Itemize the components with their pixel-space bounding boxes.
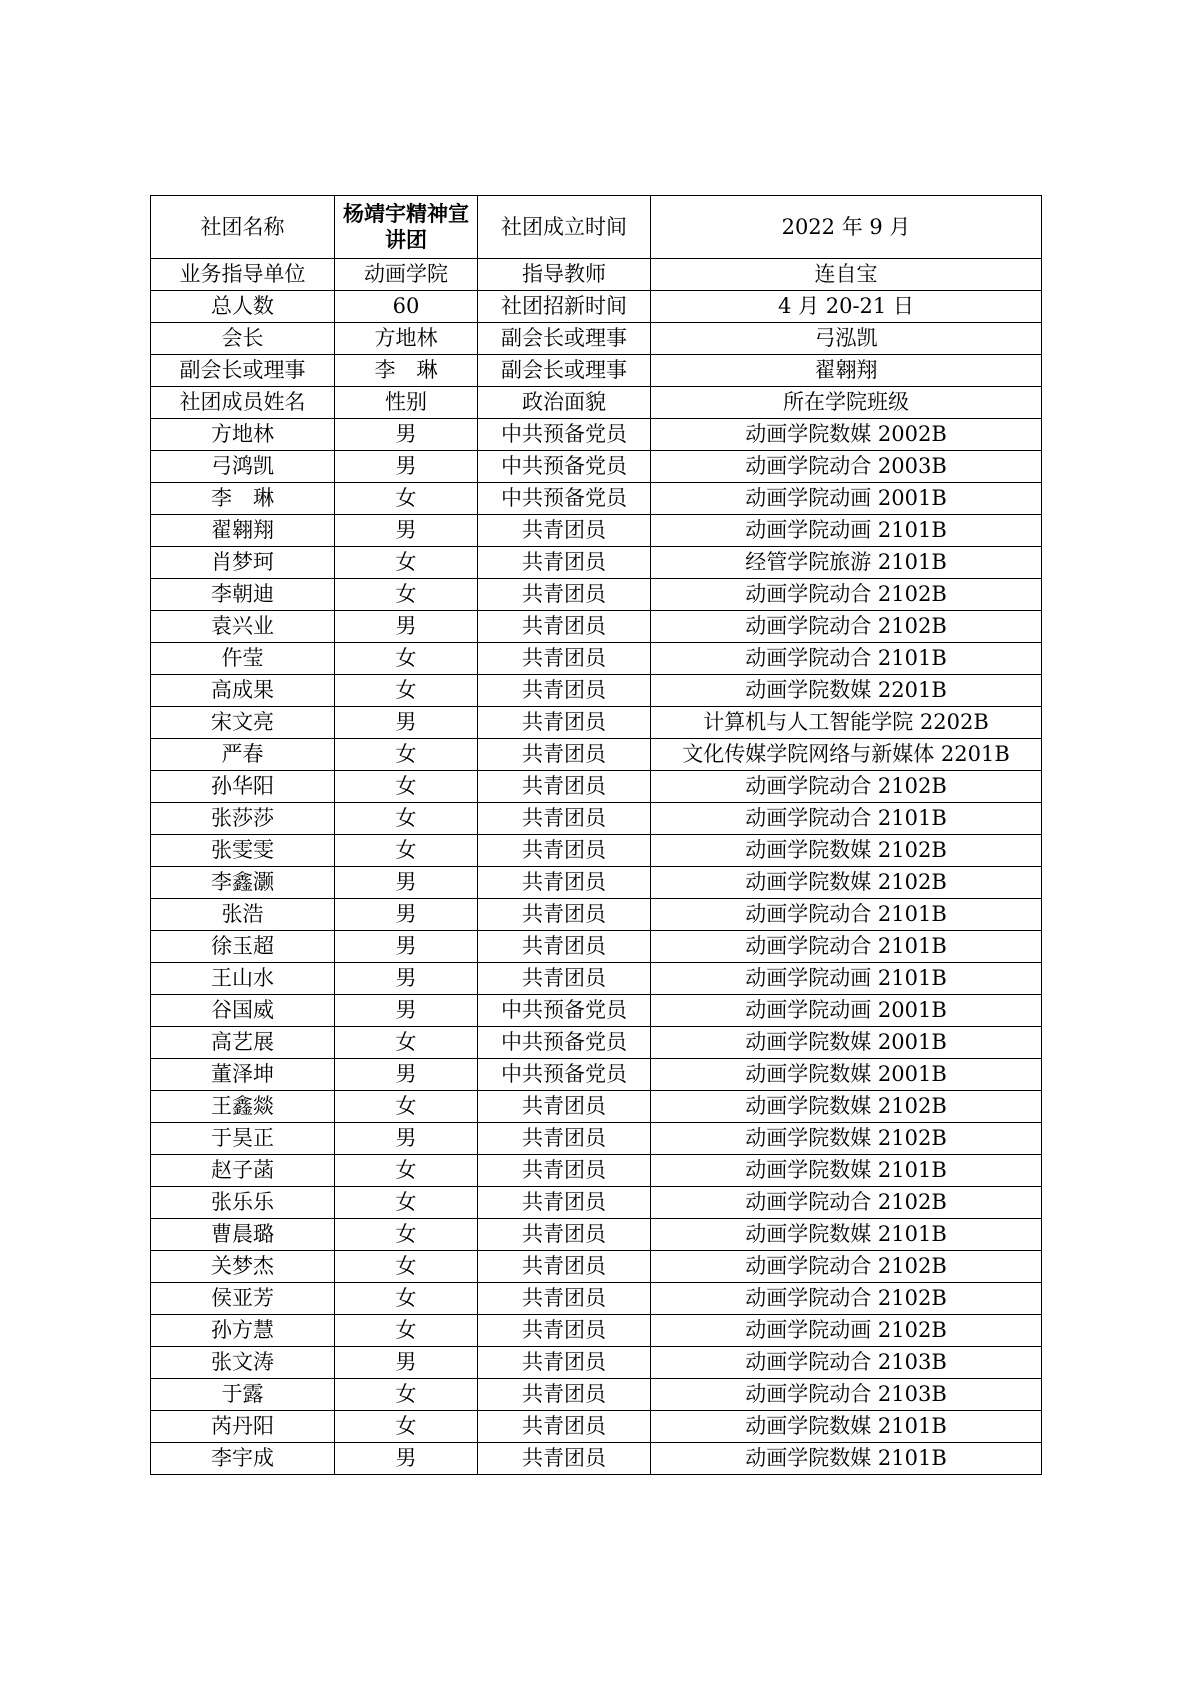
member-name: 于昊正: [151, 1123, 335, 1155]
member-political-status: 共青团员: [478, 707, 651, 739]
member-row: [151, 1411, 1042, 1443]
member-college-class: 动画学院动合 2102B: [651, 579, 1042, 611]
member-name: 董泽坤: [151, 1059, 335, 1091]
member-political-status: 共青团员: [478, 931, 651, 963]
member-college-class: 动画学院数媒 2102B: [651, 1091, 1042, 1123]
member-political-status: 共青团员: [478, 1219, 651, 1251]
member-name: 张乐乐: [151, 1187, 335, 1219]
member-name: 方地林: [151, 419, 335, 451]
member-gender: 女: [335, 547, 478, 579]
roster-body: [151, 196, 1042, 1475]
member-political-status: 中共预备党员: [478, 483, 651, 515]
member-college-class: 动画学院数媒 2001B: [651, 1059, 1042, 1091]
member-name: 张雯雯: [151, 835, 335, 867]
member-name: 张浩: [151, 899, 335, 931]
member-row: [151, 1443, 1042, 1475]
member-political-status: 共青团员: [478, 675, 651, 707]
member-gender: 男: [335, 611, 478, 643]
member-name: 弓鸿凯: [151, 451, 335, 483]
member-gender: 女: [335, 1091, 478, 1123]
member-row: [151, 483, 1042, 515]
founded-value: 2022 年 9 月: [651, 196, 1042, 259]
member-name: 赵子菡: [151, 1155, 335, 1187]
member-row: [151, 707, 1042, 739]
founded-label: 社团成立时间: [478, 196, 651, 259]
recruit-value: 4 月 20-21 日: [651, 291, 1042, 323]
member-name: 孙方慧: [151, 1315, 335, 1347]
member-name: 芮丹阳: [151, 1411, 335, 1443]
member-political-status: 中共预备党员: [478, 1027, 651, 1059]
recruit-label: 社团招新时间: [478, 291, 651, 323]
member-row: [151, 1155, 1042, 1187]
member-political-status: 共青团员: [478, 1091, 651, 1123]
member-gender: 女: [335, 1155, 478, 1187]
vp1-value: 弓泓凯: [651, 323, 1042, 355]
member-gender: 女: [335, 1251, 478, 1283]
vice-president-row: [151, 355, 1042, 387]
member-political-status: 共青团员: [478, 611, 651, 643]
member-political-status: 共青团员: [478, 1315, 651, 1347]
club-roster-table: [150, 195, 1042, 1475]
member-gender: 女: [335, 739, 478, 771]
member-name: 宋文亮: [151, 707, 335, 739]
member-gender: 男: [335, 1123, 478, 1155]
member-name: 李鑫灏: [151, 867, 335, 899]
member-name: 王山水: [151, 963, 335, 995]
member-name: 李朝迪: [151, 579, 335, 611]
header-political-status: 政治面貌: [478, 387, 651, 419]
member-political-status: 共青团员: [478, 579, 651, 611]
member-political-status: 中共预备党员: [478, 1059, 651, 1091]
member-row: [151, 963, 1042, 995]
member-gender: 女: [335, 803, 478, 835]
member-name: 于露: [151, 1379, 335, 1411]
member-gender: 女: [335, 1411, 478, 1443]
member-political-status: 共青团员: [478, 739, 651, 771]
unit-label: 业务指导单位: [151, 259, 335, 291]
member-gender: 女: [335, 579, 478, 611]
member-college-class: 动画学院数媒 2101B: [651, 1155, 1042, 1187]
member-college-class: 计算机与人工智能学院 2202B: [651, 707, 1042, 739]
vp3-value: 翟翱翔: [651, 355, 1042, 387]
member-row: [151, 1219, 1042, 1251]
member-college-class: 动画学院动合 2103B: [651, 1379, 1042, 1411]
member-row: [151, 995, 1042, 1027]
member-row: [151, 1251, 1042, 1283]
member-row: [151, 1379, 1042, 1411]
member-gender: 男: [335, 419, 478, 451]
member-row: [151, 547, 1042, 579]
member-political-status: 共青团员: [478, 1187, 651, 1219]
member-gender: 男: [335, 995, 478, 1027]
total-value: 60: [335, 291, 478, 323]
member-political-status: 共青团员: [478, 547, 651, 579]
president-label: 会长: [151, 323, 335, 355]
member-college-class: 动画学院数媒 2001B: [651, 1027, 1042, 1059]
member-college-class: 动画学院数媒 2002B: [651, 419, 1042, 451]
member-gender: 女: [335, 835, 478, 867]
president-row: [151, 323, 1042, 355]
member-political-status: 共青团员: [478, 963, 651, 995]
member-political-status: 共青团员: [478, 867, 651, 899]
member-college-class: 动画学院动合 2003B: [651, 451, 1042, 483]
member-college-class: 动画学院动合 2101B: [651, 803, 1042, 835]
member-gender: 男: [335, 515, 478, 547]
member-college-class: 动画学院动画 2101B: [651, 515, 1042, 547]
member-gender: 女: [335, 1027, 478, 1059]
member-name: 张莎莎: [151, 803, 335, 835]
member-gender: 女: [335, 483, 478, 515]
member-political-status: 共青团员: [478, 803, 651, 835]
member-row: [151, 611, 1042, 643]
member-name: 张文涛: [151, 1347, 335, 1379]
member-gender: 女: [335, 1379, 478, 1411]
member-row: [151, 675, 1042, 707]
member-row: [151, 1027, 1042, 1059]
member-row: [151, 835, 1042, 867]
member-college-class: 动画学院动合 2102B: [651, 1283, 1042, 1315]
member-row: [151, 1187, 1042, 1219]
club-name-value: 杨靖宇精神宣讲团: [335, 196, 478, 259]
header-college-class: 所在学院班级: [651, 387, 1042, 419]
member-name: 曹晨璐: [151, 1219, 335, 1251]
member-political-status: 共青团员: [478, 1155, 651, 1187]
member-row: [151, 1283, 1042, 1315]
member-row: [151, 579, 1042, 611]
member-college-class: 动画学院动画 2102B: [651, 1315, 1042, 1347]
member-college-class: 动画学院动合 2102B: [651, 611, 1042, 643]
member-college-class: 动画学院动合 2101B: [651, 899, 1042, 931]
member-political-status: 共青团员: [478, 643, 651, 675]
member-political-status: 共青团员: [478, 1251, 651, 1283]
member-political-status: 共青团员: [478, 515, 651, 547]
member-political-status: 中共预备党员: [478, 419, 651, 451]
member-political-status: 共青团员: [478, 1411, 651, 1443]
member-row: [151, 1059, 1042, 1091]
member-name: 李 琳: [151, 483, 335, 515]
vp2-value: 李 琳: [335, 355, 478, 387]
member-college-class: 动画学院动合 2101B: [651, 931, 1042, 963]
club-name-label: 社团名称: [151, 196, 335, 259]
member-political-status: 共青团员: [478, 1347, 651, 1379]
member-gender: 女: [335, 643, 478, 675]
member-row: [151, 771, 1042, 803]
advisor-value: 连自宝: [651, 259, 1042, 291]
member-college-class: 动画学院动合 2102B: [651, 1187, 1042, 1219]
member-name: 王鑫燚: [151, 1091, 335, 1123]
member-name: 翟翱翔: [151, 515, 335, 547]
member-political-status: 共青团员: [478, 771, 651, 803]
member-gender: 女: [335, 1187, 478, 1219]
member-political-status: 中共预备党员: [478, 995, 651, 1027]
total-label: 总人数: [151, 291, 335, 323]
header-gender: 性别: [335, 387, 478, 419]
member-row: [151, 451, 1042, 483]
member-row: [151, 1091, 1042, 1123]
member-college-class: 动画学院动合 2103B: [651, 1347, 1042, 1379]
member-row: [151, 739, 1042, 771]
member-row: [151, 931, 1042, 963]
member-political-status: 共青团员: [478, 1123, 651, 1155]
member-political-status: 共青团员: [478, 1283, 651, 1315]
member-row: [151, 1347, 1042, 1379]
member-college-class: 动画学院数媒 2101B: [651, 1411, 1042, 1443]
member-political-status: 中共预备党员: [478, 451, 651, 483]
president-value: 方地林: [335, 323, 478, 355]
member-college-class: 动画学院数媒 2102B: [651, 1123, 1042, 1155]
member-name: 袁兴业: [151, 611, 335, 643]
total-row: [151, 291, 1042, 323]
header-name: 社团成员姓名: [151, 387, 335, 419]
member-political-status: 共青团员: [478, 899, 651, 931]
member-college-class: 动画学院动画 2101B: [651, 963, 1042, 995]
member-gender: 男: [335, 931, 478, 963]
member-row: [151, 1123, 1042, 1155]
member-name: 李宇成: [151, 1443, 335, 1475]
member-college-class: 动画学院数媒 2102B: [651, 835, 1042, 867]
unit-value: 动画学院: [335, 259, 478, 291]
member-name: 高艺展: [151, 1027, 335, 1059]
member-college-class: 动画学院数媒 2101B: [651, 1219, 1042, 1251]
member-row: [151, 643, 1042, 675]
member-gender: 女: [335, 1219, 478, 1251]
member-college-class: 经管学院旅游 2101B: [651, 547, 1042, 579]
members-header-row: [151, 387, 1042, 419]
member-gender: 女: [335, 1283, 478, 1315]
member-gender: 男: [335, 963, 478, 995]
vp1-label: 副会长或理事: [478, 323, 651, 355]
member-college-class: 动画学院动合 2102B: [651, 1251, 1042, 1283]
member-name: 高成果: [151, 675, 335, 707]
member-row: [151, 419, 1042, 451]
member-gender: 男: [335, 1347, 478, 1379]
member-name: 关梦杰: [151, 1251, 335, 1283]
member-college-class: 动画学院数媒 2101B: [651, 1443, 1042, 1475]
member-name: 严春: [151, 739, 335, 771]
member-row: [151, 867, 1042, 899]
member-gender: 男: [335, 1059, 478, 1091]
member-gender: 男: [335, 899, 478, 931]
member-row: [151, 515, 1042, 547]
member-gender: 女: [335, 771, 478, 803]
unit-row: [151, 259, 1042, 291]
member-gender: 男: [335, 451, 478, 483]
member-college-class: 动画学院动画 2001B: [651, 995, 1042, 1027]
vp3-label: 副会长或理事: [478, 355, 651, 387]
member-college-class: 文化传媒学院网络与新媒体 2201B: [651, 739, 1042, 771]
member-name: 孙华阳: [151, 771, 335, 803]
member-gender: 男: [335, 867, 478, 899]
advisor-label: 指导教师: [478, 259, 651, 291]
member-political-status: 共青团员: [478, 1443, 651, 1475]
member-gender: 女: [335, 675, 478, 707]
member-name: 肖梦珂: [151, 547, 335, 579]
member-gender: 男: [335, 707, 478, 739]
member-college-class: 动画学院动画 2001B: [651, 483, 1042, 515]
member-political-status: 共青团员: [478, 835, 651, 867]
member-college-class: 动画学院数媒 2201B: [651, 675, 1042, 707]
member-gender: 女: [335, 1315, 478, 1347]
member-name: 侯亚芳: [151, 1283, 335, 1315]
member-name: 谷国威: [151, 995, 335, 1027]
vp2-label: 副会长或理事: [151, 355, 335, 387]
member-college-class: 动画学院动合 2102B: [651, 771, 1042, 803]
member-gender: 男: [335, 1443, 478, 1475]
club-name-row: [151, 196, 1042, 259]
member-name: 徐玉超: [151, 931, 335, 963]
member-college-class: 动画学院动合 2101B: [651, 643, 1042, 675]
member-row: [151, 1315, 1042, 1347]
member-college-class: 动画学院数媒 2102B: [651, 867, 1042, 899]
member-name: 仵莹: [151, 643, 335, 675]
member-row: [151, 803, 1042, 835]
member-political-status: 共青团员: [478, 1379, 651, 1411]
member-row: [151, 899, 1042, 931]
